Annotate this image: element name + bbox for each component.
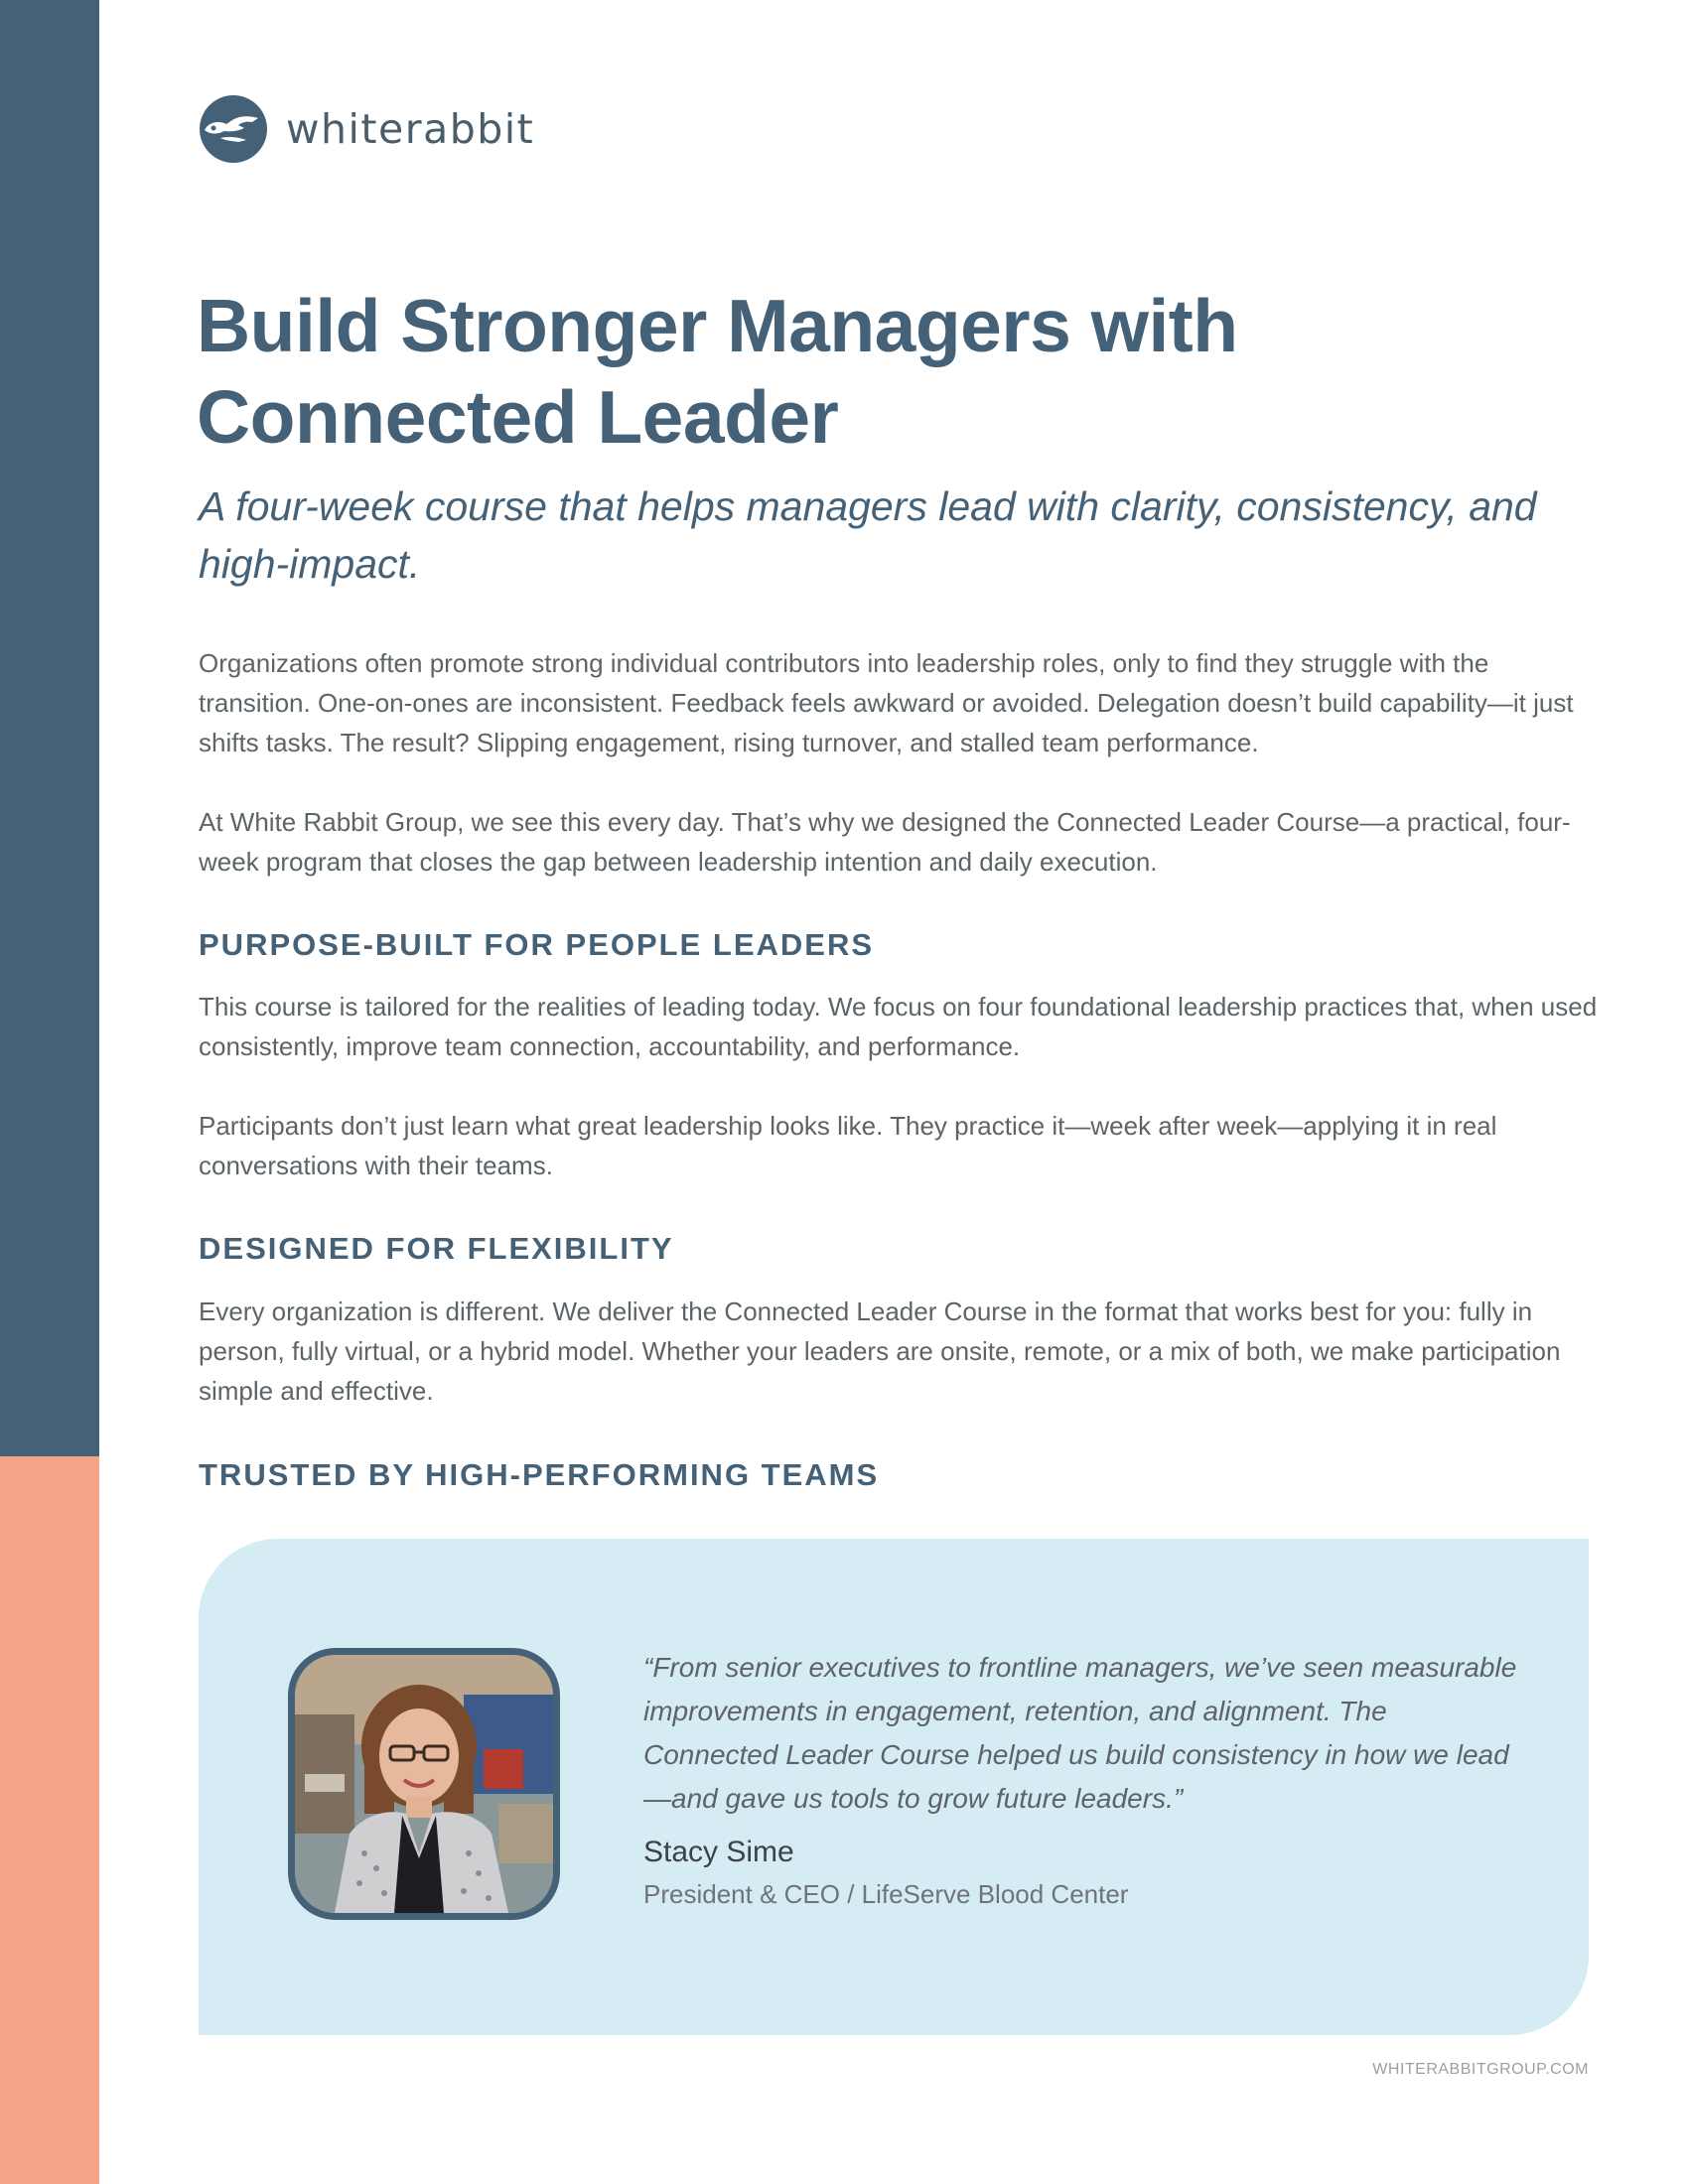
purpose-paragraph-2: Participants don’t just learn what great leadership looks like. They practice it—week after week—applying it in real conversations with their teams. [199, 1111, 1497, 1180]
intro-paragraph-1: Organizations often promote strong individual contributors into leadership roles, only to find they struggle with the transition. One-on-ones are inconsistent. Feedback feels awkward or avoided. Delegation doesn’t build capability—it just shifts tasks. The result? Slipping engagement, rising turnover, and stalled team performance. [199, 648, 1574, 757]
testimonial-photo [288, 1648, 560, 1920]
page-subtitle-line-2: high-impact. [199, 541, 421, 587]
page-title-line-1: Build Stronger Managers with [197, 284, 1238, 367]
side-band-coral [0, 1456, 99, 2184]
testimonial-quote: “From senior executives to frontline managers, we’ve seen measurable improvements in engagement, retention, and alignment. The Connected Leader Course helped us build consistency in how we lead—and gave us tools to grow future leaders.” [643, 1652, 1517, 1814]
person-portrait-icon [295, 1655, 553, 1913]
side-band-navy [0, 0, 99, 1456]
testimonial-card [199, 1539, 1589, 2035]
page-title [197, 280, 1487, 463]
testimonial-name: Stacy Sime [643, 1836, 794, 1868]
footer-website-link[interactable]: WHITERABBITGROUP.COM [1372, 2061, 1589, 2078]
company-logo [199, 89, 534, 169]
page-title-line-2: Connected Leader [197, 375, 839, 459]
logo-wordmark: whiterabbit [286, 104, 535, 153]
side-accent-band [0, 0, 99, 2184]
section-heading-trusted: TRUSTED BY HIGH-PERFORMING TEAMS [199, 1457, 880, 1492]
flexibility-paragraph: Every organization is different. We deliver the Connected Leader Course in the format that works best for you: fully in person, fully virtual, or a hybrid model. Whether your leaders are onsite, remote, or a mix of both, we make participation simple and effective. [199, 1297, 1561, 1406]
page-subtitle-line-1: A four-week course that helps managers lead with clarity, consistency, and [199, 483, 1537, 529]
testimonial-role: President & CEO / LifeServe Blood Center [643, 1879, 1129, 1909]
intro-paragraph-2: At White Rabbit Group, we see this every day. That’s why we designed the Connected Leader Course—a practical, four-week program that closes the gap between leadership intention and daily execution. [199, 807, 1571, 877]
white-rabbit-icon [199, 94, 268, 164]
page-subtitle [199, 478, 1549, 593]
section-heading-purpose: PURPOSE-BUILT FOR PEOPLE LEADERS [199, 927, 875, 962]
section-heading-flexibility: DESIGNED FOR FLEXIBILITY [199, 1231, 674, 1266]
purpose-paragraph-1: This course is tailored for the realities of leading today. We focus on four foundational leadership practices that, when used consistently, improve team connection, accountability, and performance. [199, 992, 1598, 1061]
